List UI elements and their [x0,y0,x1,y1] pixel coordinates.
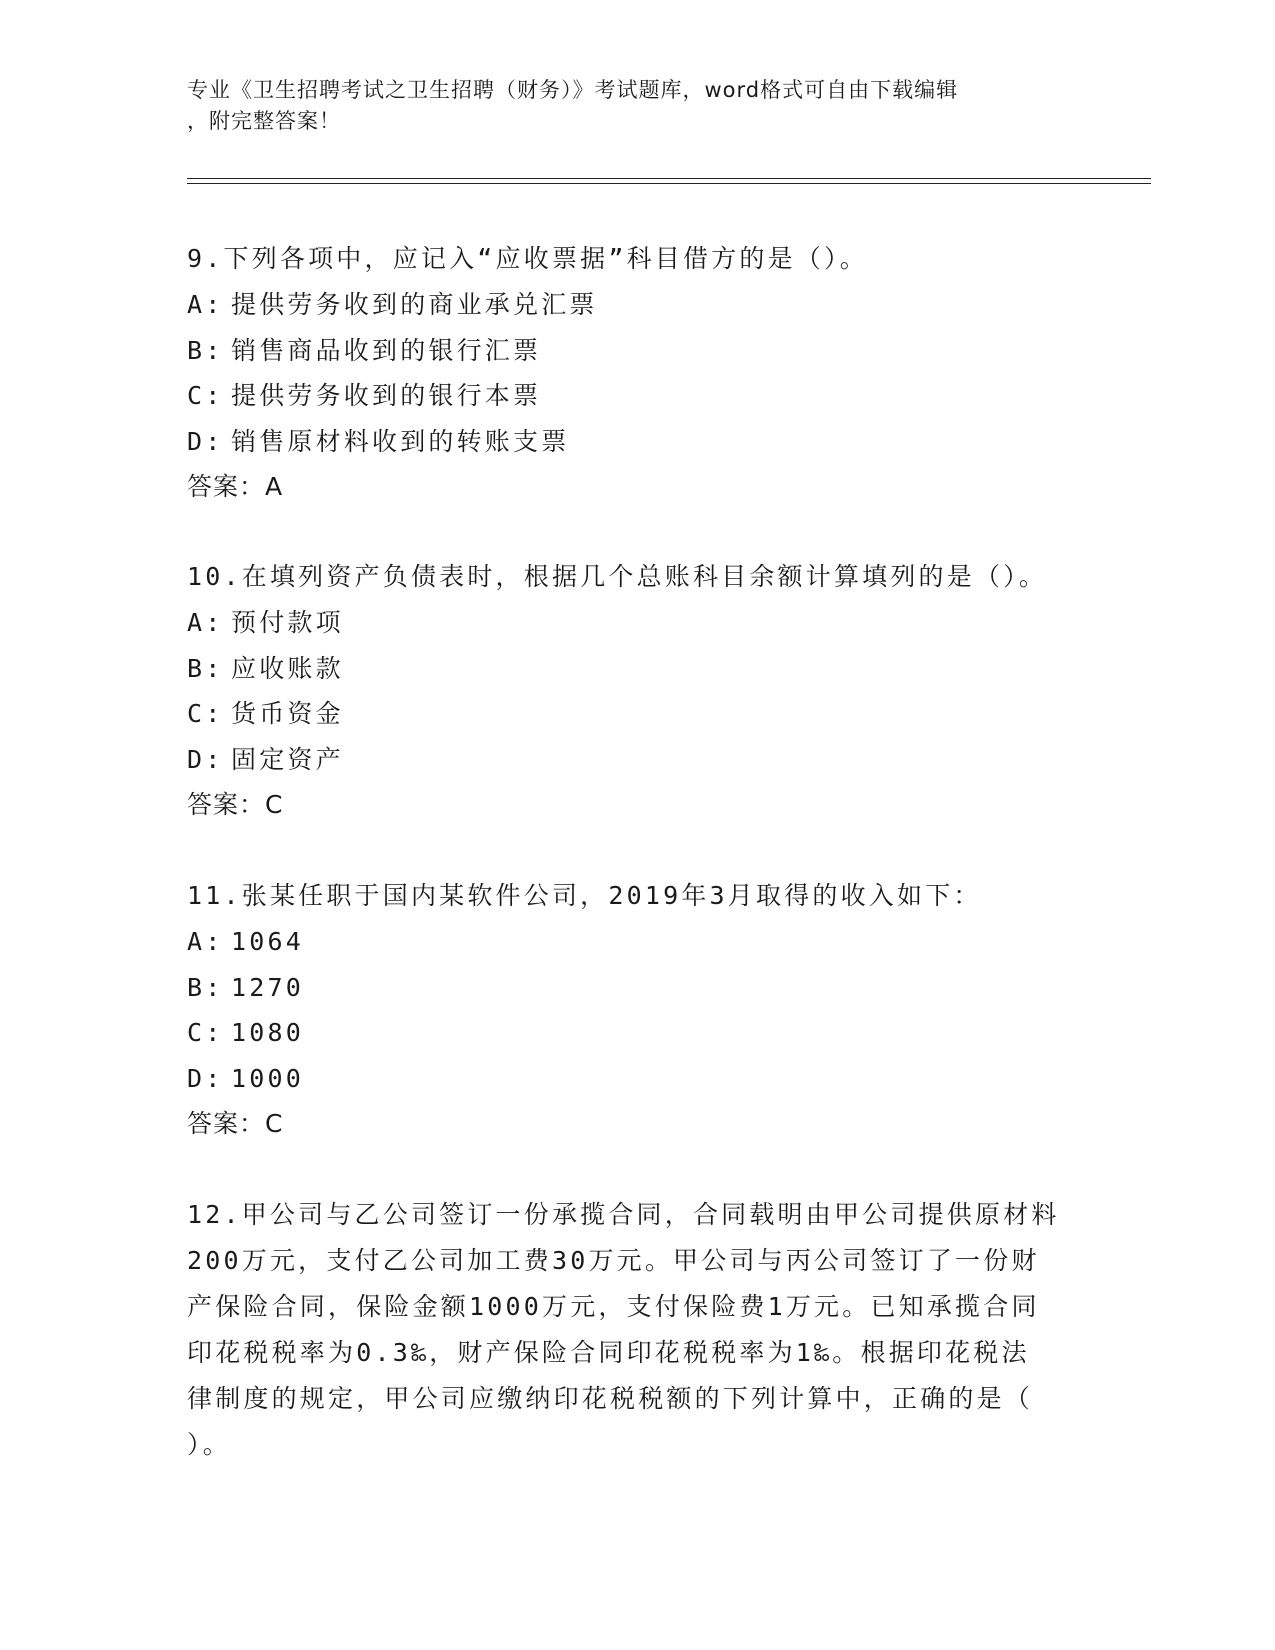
option-letter: C: [187,699,224,728]
question-stem-line: 200万元，支付乙公司加工费30万元。甲公司与丙公司签订了一份财 [187,1246,1040,1275]
option-b [187,646,1087,692]
question-stem-line: 产保险合同，保险金额1000万元，支付保险费1万元。已知承揽合同 [187,1292,1040,1321]
option-text: 1064 [231,927,305,956]
question-12 [187,1192,1087,1468]
question-10 [187,554,1087,828]
option-letter: A: [187,608,224,637]
answer-line: 答案：A [187,472,284,501]
question-11 [187,873,1087,1147]
option-letter: C: [187,1018,224,1047]
option-letter: C: [187,381,224,410]
option-text: 1080 [231,1018,305,1047]
option-text: 1000 [231,1063,305,1093]
question-stem-line: 12.甲公司与乙公司签订一份承揽合同，合同载明由甲公司提供原材料 [187,1200,1060,1229]
option-text: 销售原材料收到的转账支票 [231,426,570,456]
option-text: 固定资产 [231,744,344,774]
option-letter: B: [187,972,224,1002]
option-a [187,282,1087,328]
option-letter: B: [187,653,224,683]
option-text: 预付款项 [231,608,344,637]
header-divider-bottom [187,183,1151,184]
option-c [187,1010,1087,1056]
question-stem: 11.张某任职于国内某软件公司，2019年3月取得的收入如下： [187,881,982,910]
option-b [187,328,1087,374]
option-letter: D: [187,426,224,456]
question-stem: 10.在填列资产负债表时，根据几个总账科目余额计算填列的是（）。 [187,562,1048,591]
option-letter: D: [187,744,224,774]
question-stem: 9.下列各项中，应记入“应收票据”科目借方的是（）。 [187,244,868,273]
option-text: 1270 [231,972,305,1002]
option-d [187,419,1087,465]
option-text: 应收账款 [231,653,344,683]
document-header [187,75,1067,137]
option-b [187,965,1087,1011]
answer-line: 答案：C [187,790,284,819]
option-d [187,1056,1087,1102]
option-text: 提供劳务收到的商业承兑汇票 [231,290,598,319]
option-letter: A: [187,290,224,319]
option-letter: A: [187,927,224,956]
option-text: 销售商品收到的银行汇票 [231,335,542,365]
option-c [187,373,1087,419]
option-text: 货币资金 [231,699,344,728]
question-stem-line: 印花税税率为0.3‰，财产保险合同印花税税率为1‰。根据印花税法 [187,1338,1030,1367]
header-line-2: ，附完整答案！ [187,109,341,133]
header-line-1: 专业《卫生招聘考试之卫生招聘（财务）》考试题库，word格式可自由下载编辑 [187,78,959,102]
option-text: 提供劳务收到的银行本票 [231,381,542,410]
question-stem-line: 律制度的规定，甲公司应缴纳印花税税额的下列计算中，正确的是（ [187,1384,1034,1413]
option-d [187,737,1087,783]
header-divider-top [187,178,1151,179]
answer-line: 答案：C [187,1109,284,1138]
question-9 [187,236,1087,510]
option-a [187,600,1087,646]
question-stem-line: ）。 [187,1430,231,1459]
option-a [187,919,1087,965]
option-letter: D: [187,1063,224,1093]
option-c [187,691,1087,737]
option-letter: B: [187,335,224,365]
